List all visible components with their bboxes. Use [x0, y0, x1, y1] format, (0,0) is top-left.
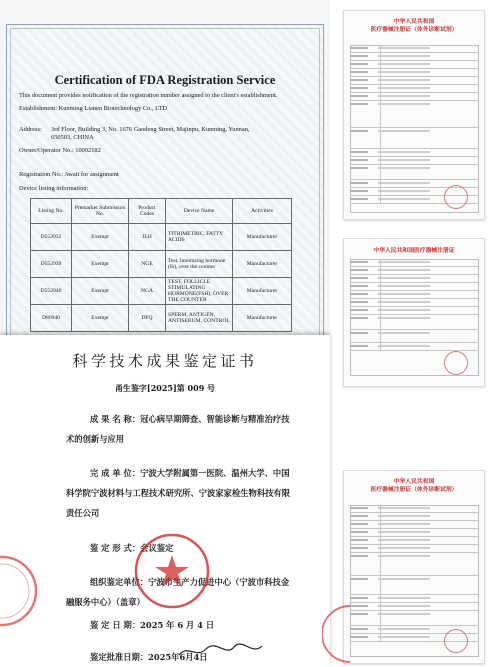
appraisal-form: 鉴 定 形 式：会议鉴定	[90, 543, 174, 553]
table-row	[31, 305, 292, 332]
fda-establishment: Establishment: Kunming Lianen Biotechnology Co., LTD	[19, 105, 167, 112]
seal-fragment-icon	[0, 551, 42, 631]
registration-certificate-2	[343, 238, 485, 387]
fda-address-line1: 3rd Floor, Building 3, No. 1676 Gaodeng Street, Majinpu, Kunming, Yunnan,	[51, 126, 250, 133]
table-cell: Exempt	[72, 305, 129, 332]
organizer-line1: 组织鉴定单位：宁波市生产力促进中心（宁波市科技金	[90, 577, 290, 587]
unit-line3: 责任公司	[66, 508, 100, 518]
fda-address-label: Address:	[19, 126, 42, 133]
table-cell: NGE	[129, 251, 166, 278]
table-cell: Exempt	[72, 224, 129, 251]
registration-certificate-1	[343, 10, 485, 220]
seal-icon	[444, 351, 468, 375]
table-row	[31, 251, 292, 278]
table-cell: Test, luteinizing hormone (lh), over the counter	[166, 251, 233, 278]
table-cell: DFQ	[129, 305, 166, 332]
table-cell: D80940	[31, 305, 72, 332]
table-cell: JLH	[129, 224, 166, 251]
reg-title: 中华人民共和国医疗器械注册证	[373, 248, 455, 254]
seal-fragment-icon	[322, 604, 352, 664]
fda-certificate	[0, 0, 330, 338]
official-seal-icon	[132, 531, 212, 611]
approval-date: 鉴定批准日期：2025年6月4日	[90, 652, 208, 662]
signature-icon	[176, 641, 266, 661]
fda-intro: This document provides notification of the registration number assigned to the client's establishment.	[19, 92, 278, 99]
fda-device-info: Device listing information:	[19, 185, 89, 192]
table-cell: TEST, FOLLICLE STIMULATING HORMONE(FSH), OVER THE COUNTER	[166, 278, 233, 305]
reg-title-line2: 医疗器械注册证（体外诊断试剂）	[370, 487, 458, 493]
table-row	[31, 278, 292, 305]
result-name-line2: 术的创新与应用	[66, 434, 125, 444]
fda-device-table	[30, 198, 292, 332]
certificate-title: 科学技术成果鉴定证书	[72, 352, 258, 370]
reg-title-line2: 医疗器械注册证（体外诊断试剂）	[370, 27, 458, 33]
fda-registration-number: Registration No.: Await for assignment	[19, 171, 119, 178]
table-cell: Manufacturer	[233, 278, 292, 305]
unit-line2: 科学院宁波材料与工程技术研究所、宁波家家检生物科技有限	[66, 488, 291, 498]
result-name-line1: 成 果 名 称：冠心病早期筛查、智能诊断与精准治疗技	[90, 414, 290, 424]
reg-title-line1: 中华人民共和国	[393, 479, 435, 485]
reg-title-line1: 中华人民共和国	[393, 19, 435, 25]
table-cell: D552932	[31, 224, 72, 251]
appraisal-certificate	[0, 335, 330, 667]
table-cell: SPERM, ANTIGEN, ANTISERUM, CONTROL	[166, 305, 233, 332]
table-header: Premarket Submission No.	[72, 199, 129, 224]
table-header: Product Codes	[129, 199, 166, 224]
unit-line1: 完 成 单 位：宁波大学附属第一医院、温州大学、中国	[90, 468, 290, 478]
table-cell: Exempt	[72, 278, 129, 305]
table-cell: Manufacturer	[233, 224, 292, 251]
table-row	[31, 224, 292, 251]
table-cell: D552939	[31, 251, 72, 278]
table-cell: NGA	[129, 278, 166, 305]
table-header: Activities	[233, 199, 292, 224]
organizer-line2: 融服务中心）（盖章）	[66, 597, 145, 607]
fda-owner-number: Owner/Operator No.: 10092182	[19, 147, 101, 154]
table-cell: Manufacturer	[233, 251, 292, 278]
seal-icon	[444, 185, 468, 209]
table-cell: D552940	[31, 278, 72, 305]
table-cell: Exempt	[72, 251, 129, 278]
appraisal-date: 鉴 定 日 期：2025 年 6 月 4 日	[90, 620, 215, 630]
table-header: Listing No.	[31, 199, 72, 224]
table-cell: Manufacturer	[233, 305, 292, 332]
fda-title: Certification of FDA Registration Service	[54, 73, 276, 87]
seal-icon	[444, 629, 468, 653]
table-header-row	[31, 199, 292, 224]
registration-certificate-3	[343, 470, 485, 664]
table-header: Device Name	[166, 199, 233, 224]
certificate-number: 甬生鉴字[2025]第 009 号	[114, 383, 216, 393]
fda-address-line2: 650503, CHINA	[51, 134, 94, 141]
table-cell: TITRIMETRIC, FATTY ACIDS	[166, 224, 233, 251]
